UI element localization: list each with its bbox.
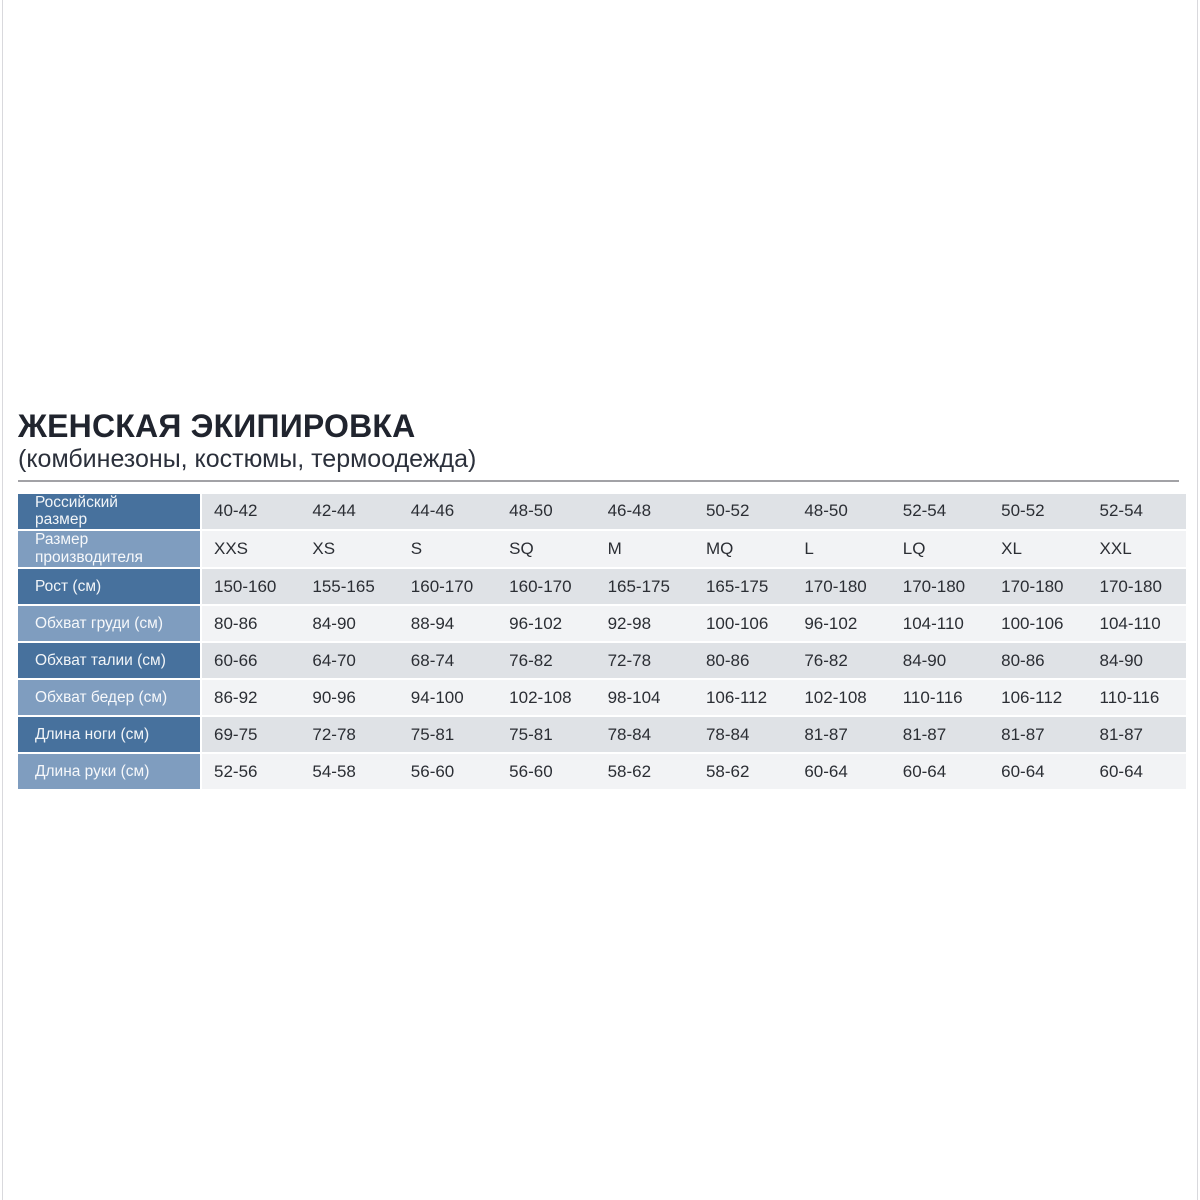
size-cell: SQ	[497, 531, 595, 569]
size-cell: XL	[989, 531, 1087, 569]
page-title: ЖЕНСКАЯ ЭКИПИРОВКА	[18, 408, 416, 444]
size-cell: 104-110	[1088, 606, 1186, 643]
size-cell: 100-106	[694, 606, 792, 643]
size-cell: 50-52	[694, 494, 792, 532]
size-cell: 76-82	[792, 643, 890, 680]
size-cell: 54-58	[300, 754, 398, 791]
size-cell: 76-82	[497, 643, 595, 680]
size-cell: 80-86	[202, 606, 300, 643]
size-cell: 60-64	[989, 754, 1087, 791]
right-edge-border	[1197, 0, 1198, 1200]
size-cell: 42-44	[300, 494, 398, 532]
page-subtitle: (комбинезоны, костюмы, термоодежда)	[18, 445, 477, 473]
size-cell: 75-81	[399, 717, 497, 754]
size-cell: LQ	[891, 531, 989, 569]
size-cell: 52-56	[202, 754, 300, 791]
size-cell: 96-102	[497, 606, 595, 643]
size-cell: 58-62	[596, 754, 694, 791]
size-cell: 56-60	[399, 754, 497, 791]
size-table	[18, 494, 1186, 792]
size-cell: L	[792, 531, 890, 569]
size-cell: 90-96	[300, 680, 398, 717]
size-cell: 100-106	[989, 606, 1087, 643]
left-edge-border	[2, 0, 3, 1200]
size-cell: 86-92	[202, 680, 300, 717]
size-cell: 102-108	[792, 680, 890, 717]
size-cell: 165-175	[694, 569, 792, 606]
size-cell: 81-87	[891, 717, 989, 754]
size-cell: XS	[300, 531, 398, 569]
row-label: Обхват груди (см)	[18, 606, 202, 643]
size-cell: 44-46	[399, 494, 497, 532]
size-cell: 48-50	[497, 494, 595, 532]
size-cell: 110-116	[1088, 680, 1186, 717]
size-cell: 60-64	[891, 754, 989, 791]
size-cell: 102-108	[497, 680, 595, 717]
size-cell: 81-87	[792, 717, 890, 754]
size-cell: MQ	[694, 531, 792, 569]
size-cell: 84-90	[1088, 643, 1186, 680]
size-cell: 98-104	[596, 680, 694, 717]
size-cell: 68-74	[399, 643, 497, 680]
size-cell: 170-180	[989, 569, 1087, 606]
size-cell: 84-90	[891, 643, 989, 680]
table-row	[18, 531, 1186, 569]
table-row	[18, 606, 1186, 643]
size-cell: 56-60	[497, 754, 595, 791]
size-cell: 46-48	[596, 494, 694, 532]
size-cell: 94-100	[399, 680, 497, 717]
size-cell: 150-160	[202, 569, 300, 606]
size-cell: 170-180	[1088, 569, 1186, 606]
size-cell: 60-64	[792, 754, 890, 791]
size-cell: 92-98	[596, 606, 694, 643]
size-cell: 106-112	[989, 680, 1087, 717]
size-cell: M	[596, 531, 694, 569]
size-cell: 50-52	[989, 494, 1087, 532]
size-cell: XXS	[202, 531, 300, 569]
size-cell: 78-84	[694, 717, 792, 754]
table-row	[18, 569, 1186, 606]
divider	[18, 480, 1179, 482]
size-cell: 170-180	[891, 569, 989, 606]
size-cell: 60-66	[202, 643, 300, 680]
size-cell: S	[399, 531, 497, 569]
size-cell: 160-170	[399, 569, 497, 606]
row-label: Длина ноги (см)	[18, 717, 202, 754]
size-cell: 69-75	[202, 717, 300, 754]
row-label: Российский размер	[18, 494, 202, 532]
size-cell: 110-116	[891, 680, 989, 717]
size-cell: 106-112	[694, 680, 792, 717]
table-row	[18, 643, 1186, 680]
size-cell: 75-81	[497, 717, 595, 754]
size-cell: 78-84	[596, 717, 694, 754]
row-label: Обхват талии (см)	[18, 643, 202, 680]
table-row	[18, 754, 1186, 791]
size-cell: 96-102	[792, 606, 890, 643]
row-label: Рост (см)	[18, 569, 202, 606]
size-cell: 40-42	[202, 494, 300, 532]
size-cell: 64-70	[300, 643, 398, 680]
size-cell: 170-180	[792, 569, 890, 606]
size-cell: 165-175	[596, 569, 694, 606]
size-cell: XXL	[1088, 531, 1186, 569]
table-row	[18, 717, 1186, 754]
size-cell: 52-54	[891, 494, 989, 532]
row-label: Обхват бедер (см)	[18, 680, 202, 717]
size-table-body	[18, 494, 1186, 792]
size-cell: 81-87	[1088, 717, 1186, 754]
size-cell: 52-54	[1088, 494, 1186, 532]
size-cell: 104-110	[891, 606, 989, 643]
table-row	[18, 494, 1186, 532]
size-cell: 72-78	[596, 643, 694, 680]
size-cell: 72-78	[300, 717, 398, 754]
size-cell: 160-170	[497, 569, 595, 606]
table-row	[18, 680, 1186, 717]
size-cell: 48-50	[792, 494, 890, 532]
size-cell: 60-64	[1088, 754, 1186, 791]
size-cell: 155-165	[300, 569, 398, 606]
row-label: Размер производителя	[18, 531, 202, 569]
row-label: Длина руки (см)	[18, 754, 202, 791]
size-cell: 88-94	[399, 606, 497, 643]
size-cell: 81-87	[989, 717, 1087, 754]
size-cell: 80-86	[694, 643, 792, 680]
size-chart-section	[18, 410, 1186, 791]
size-cell: 84-90	[300, 606, 398, 643]
size-cell: 58-62	[694, 754, 792, 791]
size-cell: 80-86	[989, 643, 1087, 680]
